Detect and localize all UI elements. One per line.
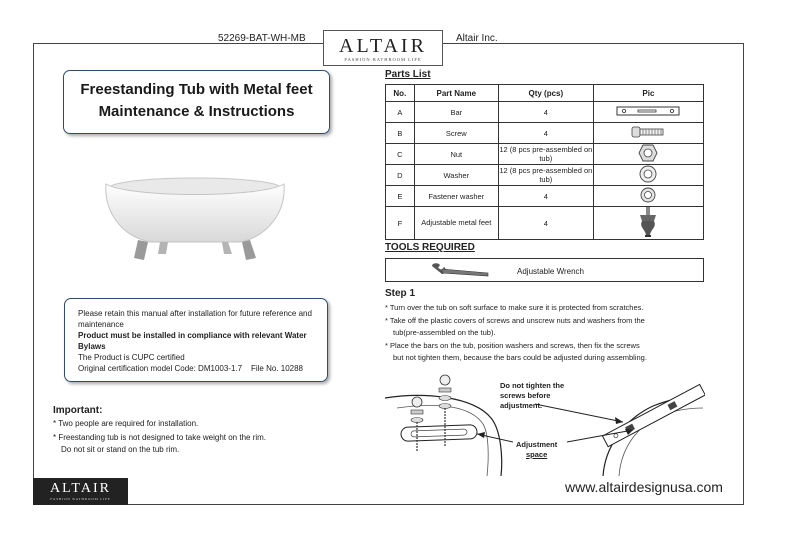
step-1-heading: Step 1	[385, 288, 416, 299]
step-1-line-2: * Take off the plastic covers of screws and unscrew nuts and washers from the	[385, 316, 645, 325]
brand-logo-top	[323, 30, 443, 66]
callout-do-not-tighten	[500, 381, 564, 411]
important-item-3: Do not sit or stand on the tub rim.	[61, 445, 180, 454]
tool-name: Adjustable Wrench	[517, 267, 584, 276]
part-no: F	[386, 207, 415, 240]
brand-logo-bottom	[33, 478, 128, 505]
part-no: D	[386, 165, 415, 186]
important-item-2: * Freestanding tub is not designed to take weight on the rim.	[53, 433, 267, 442]
part-no: A	[386, 102, 415, 123]
col-pic: Pic	[593, 85, 703, 102]
washer-icon	[638, 165, 658, 183]
col-no: No.	[386, 85, 415, 102]
step-1-line-3: tub(pre-assembled on the tub).	[393, 328, 496, 337]
bathtub-image	[100, 170, 290, 275]
parts-table-header	[386, 85, 704, 102]
parts-list-heading: Parts List	[385, 69, 431, 80]
screw-icon	[631, 125, 665, 139]
part-name: Screw	[414, 123, 498, 144]
part-name: Bar	[414, 102, 498, 123]
metal-foot-icon	[637, 207, 659, 237]
part-name: Adjustable metal feet	[414, 207, 498, 240]
document-code: 52269-BAT-WH-MB	[218, 33, 306, 44]
info-line-6: Original certification model Code: DM1003-1.7 File No. 10288	[78, 364, 303, 373]
part-qty: 12 (8 pcs pre-assembled on tub)	[499, 166, 593, 184]
part-name: Nut	[414, 144, 498, 165]
brand-tagline: FASHION BATHROOM LIFE	[344, 57, 422, 62]
step-1-line-1: * Turn over the tub on soft surface to make sure it is protected from scratches.	[385, 303, 644, 312]
part-qty: 4	[498, 123, 593, 144]
part-name: Fastener washer	[414, 186, 498, 207]
info-line-4: Bylaws	[78, 342, 106, 351]
important-heading: Important:	[53, 405, 103, 416]
callout-line: Do not tighten the	[500, 381, 565, 390]
info-box	[64, 298, 328, 382]
part-no: B	[386, 123, 415, 144]
title-line-2: Maintenance & Instructions	[98, 103, 295, 120]
col-qty: Qty (pcs)	[498, 85, 593, 102]
callout-line: Adjustment	[516, 440, 558, 449]
company-name: Altair Inc.	[456, 33, 498, 44]
title-line-1: Freestanding Tub with Metal feet	[80, 81, 313, 98]
table-row	[386, 102, 704, 123]
step-1-line-5: but not tighten them, because the bars could be adjusted during assembling.	[393, 353, 647, 362]
step-1-line-4: * Place the bars on the tub, position washers and screws, then fix the screws	[385, 341, 640, 350]
part-qty: 12 (8 pcs pre-assembled on tub)	[499, 145, 593, 163]
info-line-1: Please retain this manual after installation for future reference and	[78, 309, 312, 318]
fastener-washer-icon	[639, 187, 657, 203]
table-row	[386, 207, 704, 240]
nut-icon	[638, 144, 658, 162]
table-row	[386, 123, 704, 144]
table-row	[386, 165, 704, 186]
col-part-name: Part Name	[414, 85, 498, 102]
part-qty: 4	[498, 102, 593, 123]
footer-brand-tagline: FASHION BATHROOM LIFE	[50, 497, 111, 501]
footer-brand-name: ALTAIR	[50, 481, 111, 496]
part-qty: 4	[498, 186, 593, 207]
info-line-3: Product must be installed in compliance with relevant Water	[78, 331, 307, 340]
callout-line: adjustment.	[500, 401, 543, 410]
part-no: E	[386, 186, 415, 207]
brand-name: ALTAIR	[339, 35, 427, 57]
part-no: C	[386, 144, 415, 165]
part-qty: 4	[498, 207, 593, 240]
website-url: www.altairdesignusa.com	[565, 479, 723, 495]
callout-line: screws before	[500, 391, 551, 400]
callout-adjustment-space	[516, 440, 557, 460]
adjustable-wrench-icon	[430, 262, 490, 278]
part-name: Washer	[414, 165, 498, 186]
table-row	[386, 186, 704, 207]
bar-icon	[616, 105, 680, 117]
callout-line: space	[525, 450, 548, 459]
parts-table	[385, 84, 704, 240]
important-item-1: * Two people are required for installation.	[53, 419, 199, 428]
info-line-5: The Product is CUPC certified	[78, 353, 185, 362]
table-row	[386, 144, 704, 165]
tools-heading: TOOLS REQUIRED	[385, 242, 475, 253]
info-line-2: maintenance	[78, 320, 124, 329]
title-box	[63, 70, 330, 134]
